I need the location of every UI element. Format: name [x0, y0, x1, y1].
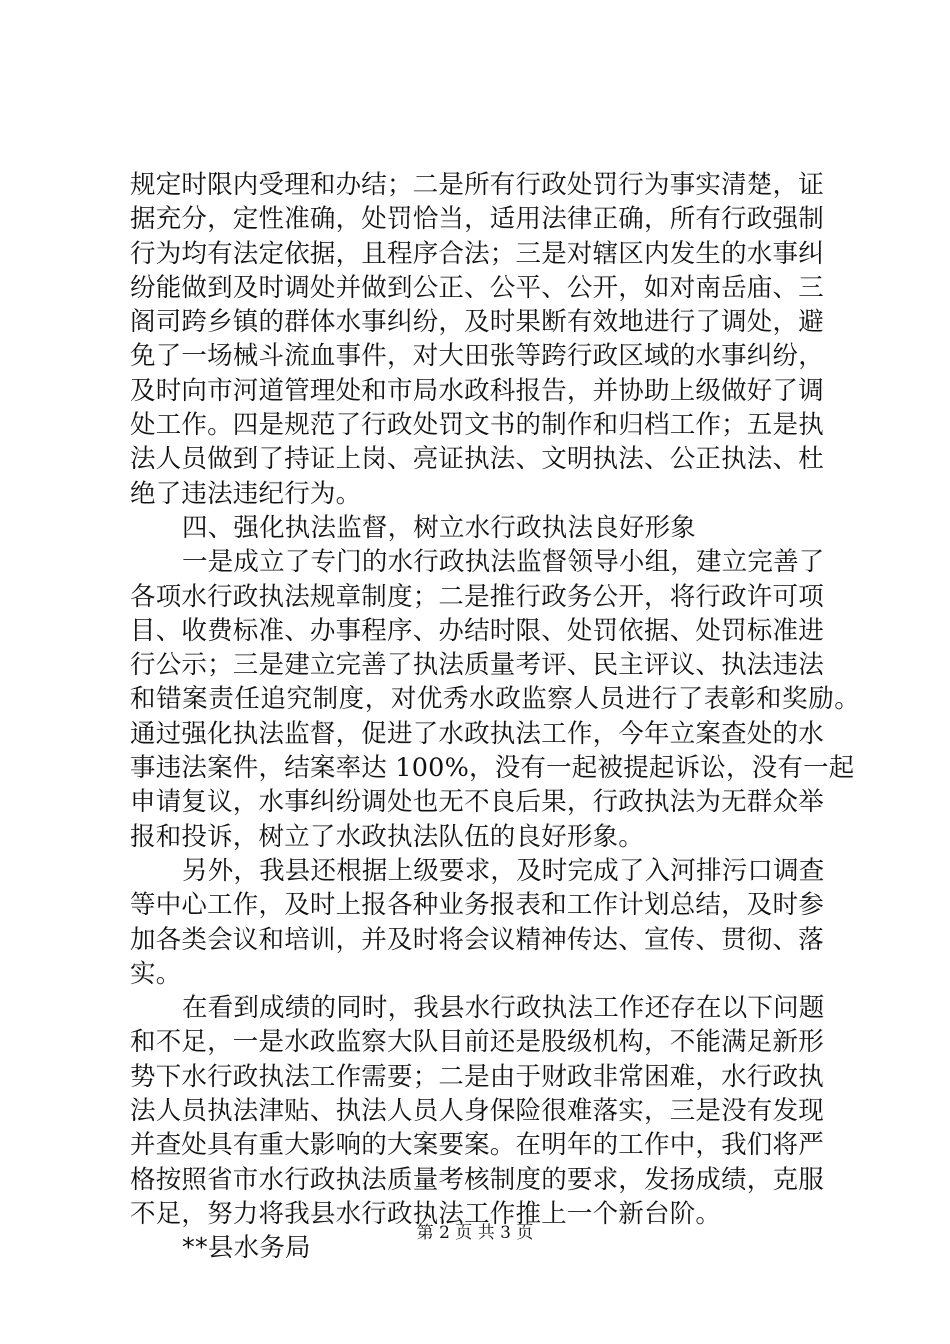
text-line: 通过强化执法监督，促进了水政执法工作，今年立案查处的水: [130, 718, 824, 749]
text-line: 等中心工作，及时上报各种业务报表和工作计划总结，及时参: [130, 890, 824, 921]
signature: **县水务局: [182, 1233, 311, 1264]
text-line: 一是成立了专门的水行政执法监督领导小组，建立完善了: [182, 547, 825, 578]
text-line: 格按照省市水行政执法质量考核制度的要求，发扬成绩，克服: [130, 1164, 824, 1195]
text-line: 报和投诉，树立了水政执法队伍的良好形象。: [130, 821, 645, 852]
section-heading: 四、强化执法监督，树立水行政执法良好形象: [182, 512, 697, 543]
text-line: 在看到成绩的同时，我县水行政执法工作还存在以下问题: [182, 993, 825, 1024]
text-line: 法人员做到了持证上岗、亮证执法、文明执法、公正执法、杜: [130, 444, 824, 475]
text-line: 据充分，定性准确，处罚恰当，适用法律正确，所有行政强制: [130, 204, 824, 235]
text-line: 纷能做到及时调处并做到公正、公平、公开，如对南岳庙、三: [130, 272, 824, 303]
text-line: 阁司跨乡镇的群体水事纠纷，及时果断有效地进行了调处，避: [130, 307, 824, 338]
text-line: 和不足，一是水政监察大队目前还是股级机构，不能满足新形: [130, 1027, 824, 1058]
text-line: 和错案责任追究制度，对优秀水政监察人员进行了表彰和奖励。: [130, 684, 860, 715]
text-line: 行公示；三是建立完善了执法质量考评、民主评议、执法违法: [130, 650, 824, 681]
text-line: 实。: [130, 958, 182, 989]
text-line: 处工作。四是规范了行政处罚文书的制作和归档工作；五是执: [130, 410, 824, 441]
text-line: 另外，我县还根据上级要求，及时完成了入河排污口调查: [182, 855, 825, 886]
text-line: 各项水行政执法规章制度；二是推行政务公开，将行政许可项: [130, 581, 824, 612]
text-line: 目、收费标准、办事程序、办结时限、处罚依据、处罚标准进: [130, 615, 824, 646]
text-line: 绝了违法违纪行为。: [130, 478, 362, 509]
text-line: 事违法案件，结案率达 100%，没有一起被提起诉讼，没有一起: [130, 753, 855, 784]
text-line: 势下水行政执法工作需要；二是由于财政非常困难，水行政执: [130, 1061, 824, 1092]
text-line: 及时向市河道管理处和市局水政科报告，并协助上级做好了调: [130, 375, 824, 406]
text-line: 不足，努力将我县水行政执法工作推上一个新台阶。: [130, 1198, 722, 1229]
text-line: 行为均有法定依据，且程序合法；三是对辖区内发生的水事纠: [130, 238, 824, 269]
text-line: 申请复议，水事纠纷调处也无不良后果，行政执法为无群众举: [130, 787, 824, 818]
document-body: [130, 168, 860, 1266]
page-number: 第 2 页 共 3 页: [416, 1223, 534, 1243]
text-line: 规定时限内受理和办结；二是所有行政处罚行为事实清楚，证: [130, 170, 824, 200]
text-line: 并查处具有重大影响的大案要案。在明年的工作中，我们将严: [130, 1130, 824, 1161]
text-line: 法人员执法津贴、执法人员人身保险很难落实，三是没有发现: [130, 1096, 824, 1127]
text-line: 加各类会议和培训，并及时将会议精神传达、宣传、贯彻、落: [130, 924, 824, 955]
text-line: 免了一场械斗流血事件，对大田张等跨行政区域的水事纠纷，: [130, 341, 824, 372]
